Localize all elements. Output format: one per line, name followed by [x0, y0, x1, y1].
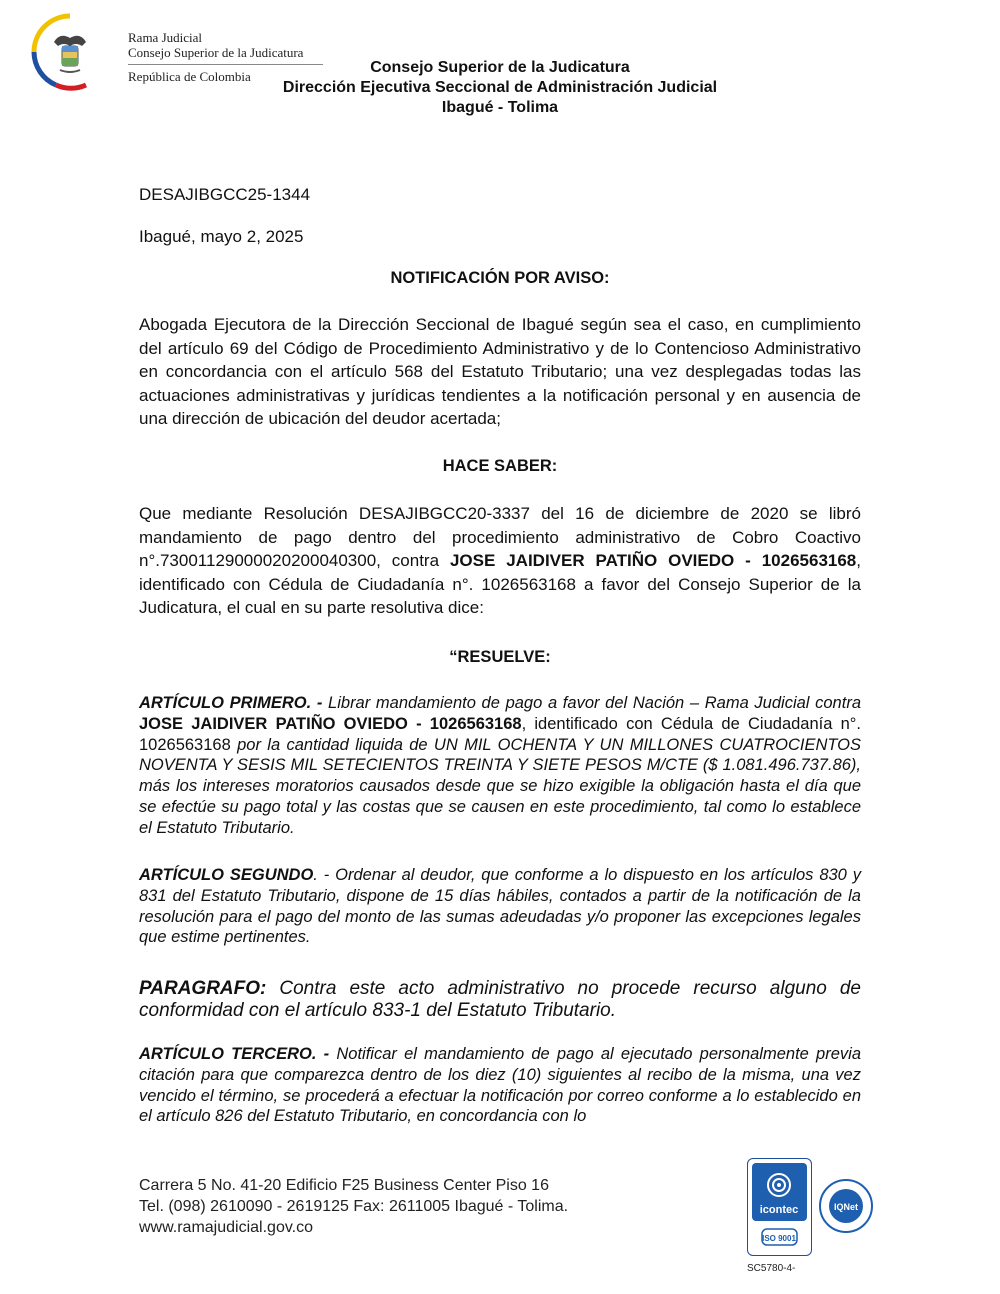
art1-id: , identificado con Cédula de Ciudadanía n°. 1026563168 — [139, 714, 861, 754]
art3-text: Notificar el mandamiento de pago al ejecutado personalmente previa citación para que comparezca dentro de los diez (10) siguientes al recibo de la misma, una vez vencido el término, se procederá a efectuar la notificación por correo conforme a lo establecido en el artículo 826 del Estatuto Tributario, en concordancia con lo — [139, 1045, 861, 1126]
iqnet-certification-icon — [818, 1178, 874, 1234]
icontec-logo-icon — [748, 1159, 811, 1255]
para-label: PARAGRAFO: — [139, 978, 267, 999]
debtor-name: JOSE JAIDIVER PATIÑO OVIEDO - 1026563168 — [449, 551, 857, 570]
rama-judicial-logo — [30, 12, 110, 92]
art1-text-1: Librar mandamiento de pago a favor del Nación – Rama Judicial contra — [322, 694, 861, 712]
letterhead-line-1: Consejo Superior de la Judicatura — [370, 59, 630, 76]
body-text-2: , identificado con Cédula de Ciudadanía n°. 1026563168 a favor del Consejo Superior de la Judicatura, el cual en su parte resolutiva dice: — [139, 551, 861, 617]
art3-label: ARTÍCULO TERCERO. - — [139, 1045, 330, 1063]
letterhead-line-3: Ibagué - Tolima — [441, 99, 559, 116]
footer-address: Carrera 5 No. 41-20 Edificio F25 Business Center Piso 16 — [139, 1177, 549, 1194]
body-text-1: Que mediante Resolución DESAJIBGCC20-3337 del 16 de diciembre de 2020 se libró mandamiento de pago dentro del procedimiento administrativo de Cobro Coactivo n°.73001129000020200040300, contra — [139, 504, 861, 570]
art2-text: . - Ordenar al deudor, que conforme a lo dispuesto en los artículos 830 y 831 del Estatuto Tributario, dispone de 15 días hábiles, contados a partir de la notificación de la resolución para el pago del monto de las sumas adeudadas y/o proponer las excepciones legales que estime pertinentes. — [139, 866, 861, 947]
brand-line-2: Consejo Superior de la Judicatura — [128, 45, 304, 60]
brand-line-3: República de Colombia — [128, 69, 251, 84]
heading-notificacion: NOTIFICACIÓN POR AVISO: — [390, 269, 610, 287]
articulo-segundo — [139, 865, 861, 948]
letterhead-title — [250, 58, 750, 118]
document-code: SC5780-4- — [747, 1263, 796, 1274]
art1-text-2: por la cantidad liquida de UN MIL OCHENTA Y UN MILLONES CUATROCIENTOS NOVENTA Y SESIS MIL SETECIENTOS TREINTA Y SIETE PESOS M/CTE ($ 1.081.496.737.86), más los intereses moratorios causados desde que se hizo exigible la obligación hasta el día que se efectúe su pago total y las costas que se causen en este procedimiento, tal como lo establece el Estatuto Tributario. — [139, 735, 861, 837]
paragrafo — [139, 978, 861, 1022]
intro-paragraph: Abogada Ejecutora de la Dirección Seccional de Ibagué según sea el caso, en cumplimiento del artículo 69 del Código de Procedimiento Administrativo y de lo Contencioso Administrativo en concordancia con el artículo 568 del Estatuto Tributario; una vez desplegadas todas las actuaciones administrativas y jurídicas tendientes a la notificación personal y en ausencia de una dirección de ubicación del deudor acertada; — [139, 315, 861, 428]
art1-label: ARTÍCULO PRIMERO. - — [139, 694, 323, 712]
footer-phone: Tel. (098) 2610090 - 2619125 Fax: 2611005 Ibagué - Tolima. — [139, 1198, 569, 1215]
body-paragraph — [139, 502, 861, 620]
footer-contact — [139, 1175, 568, 1238]
footer-website[interactable]: www.ramajudicial.gov.co — [139, 1219, 313, 1236]
heading-hace-saber: HACE SABER: — [442, 457, 558, 475]
icontec-brand-text: icontec — [759, 1204, 799, 1216]
articulo-tercero — [139, 1044, 861, 1127]
articulo-primero — [139, 693, 861, 839]
brand-line-1: Rama Judicial — [128, 30, 203, 45]
heading-resuelve: “RESUELVE: — [449, 648, 551, 666]
art2-label: ARTÍCULO SEGUNDO — [139, 866, 314, 884]
document-reference: DESAJIBGCC25-1344 — [139, 185, 311, 204]
iqnet-text: IQNet — [833, 1202, 859, 1212]
document-date: Ibagué, mayo 2, 2025 — [139, 227, 304, 246]
letterhead-line-2: Dirección Ejecutiva Seccional de Administración Judicial — [282, 79, 718, 96]
iso-text: ISO 9001 — [762, 1234, 796, 1243]
icontec-certification-badge — [747, 1158, 812, 1256]
art1-debtor: JOSE JAIDIVER PATIÑO OVIEDO - 1026563168 — [139, 714, 522, 733]
para-text: Contra este acto administrativo no procede recurso alguno de conformidad con el artículo 833-1 del Estatuto Tributario. — [139, 978, 861, 1021]
